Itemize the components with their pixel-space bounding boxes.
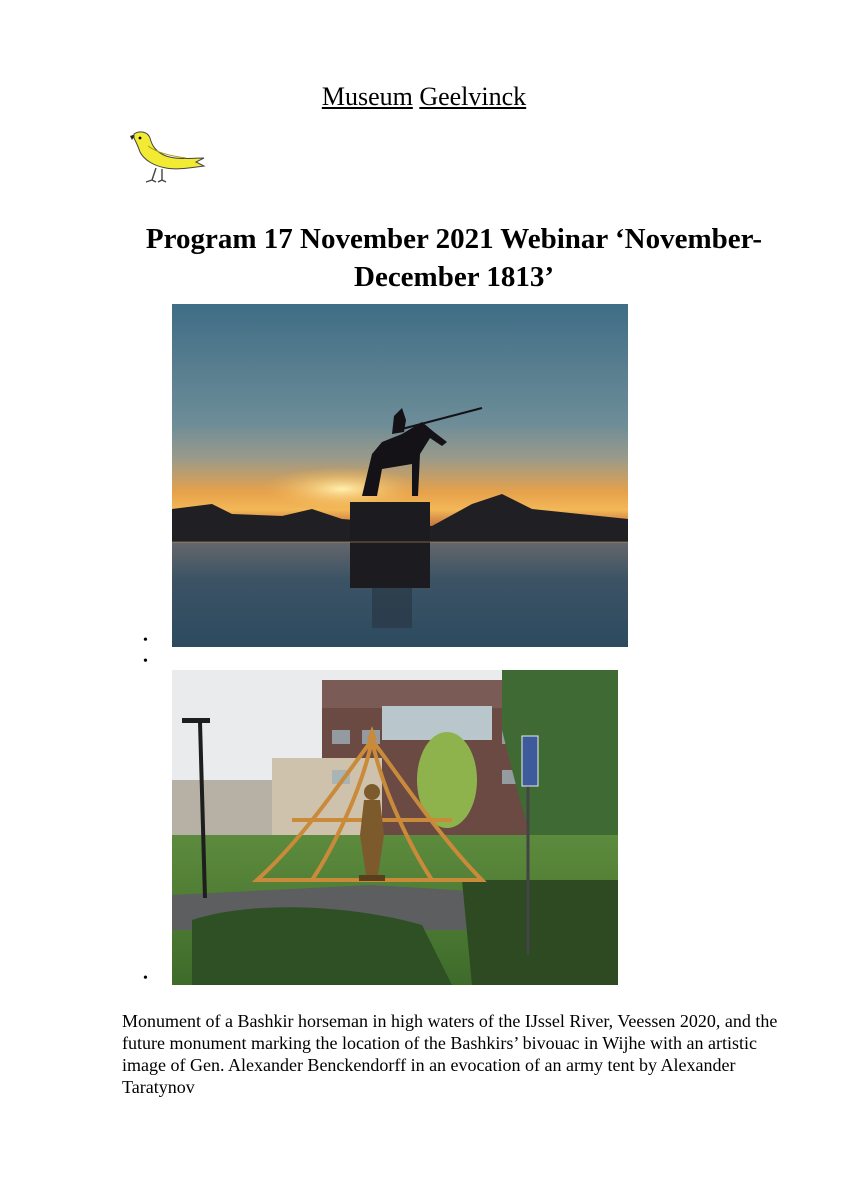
bashkir-horseman-photo xyxy=(172,304,628,647)
museum-link[interactable]: Museum xyxy=(321,82,413,111)
museum-title xyxy=(0,82,848,112)
program-title: Program 17 November 2021 Webinar ‘November-December 1813’ xyxy=(145,223,763,293)
list-bullet: • xyxy=(143,971,148,986)
geelvinck-link[interactable]: Geelvinck xyxy=(419,82,527,111)
yellow-bird-icon xyxy=(126,128,206,184)
benckendorff-tent-monument-photo xyxy=(172,670,618,985)
photo-caption: Monument of a Bashkir horseman in high waters of the IJssel River, Veessen 2020, and the future monument marking the location of the Bashkirs’ bivouac in Wijhe with an artistic image of Gen. Alexander Benckendorff in an evocation of an army tent by Alexander Taratynov xyxy=(122,1011,778,1097)
list-bullet: • xyxy=(143,654,148,669)
list-bullet: • xyxy=(143,633,148,648)
